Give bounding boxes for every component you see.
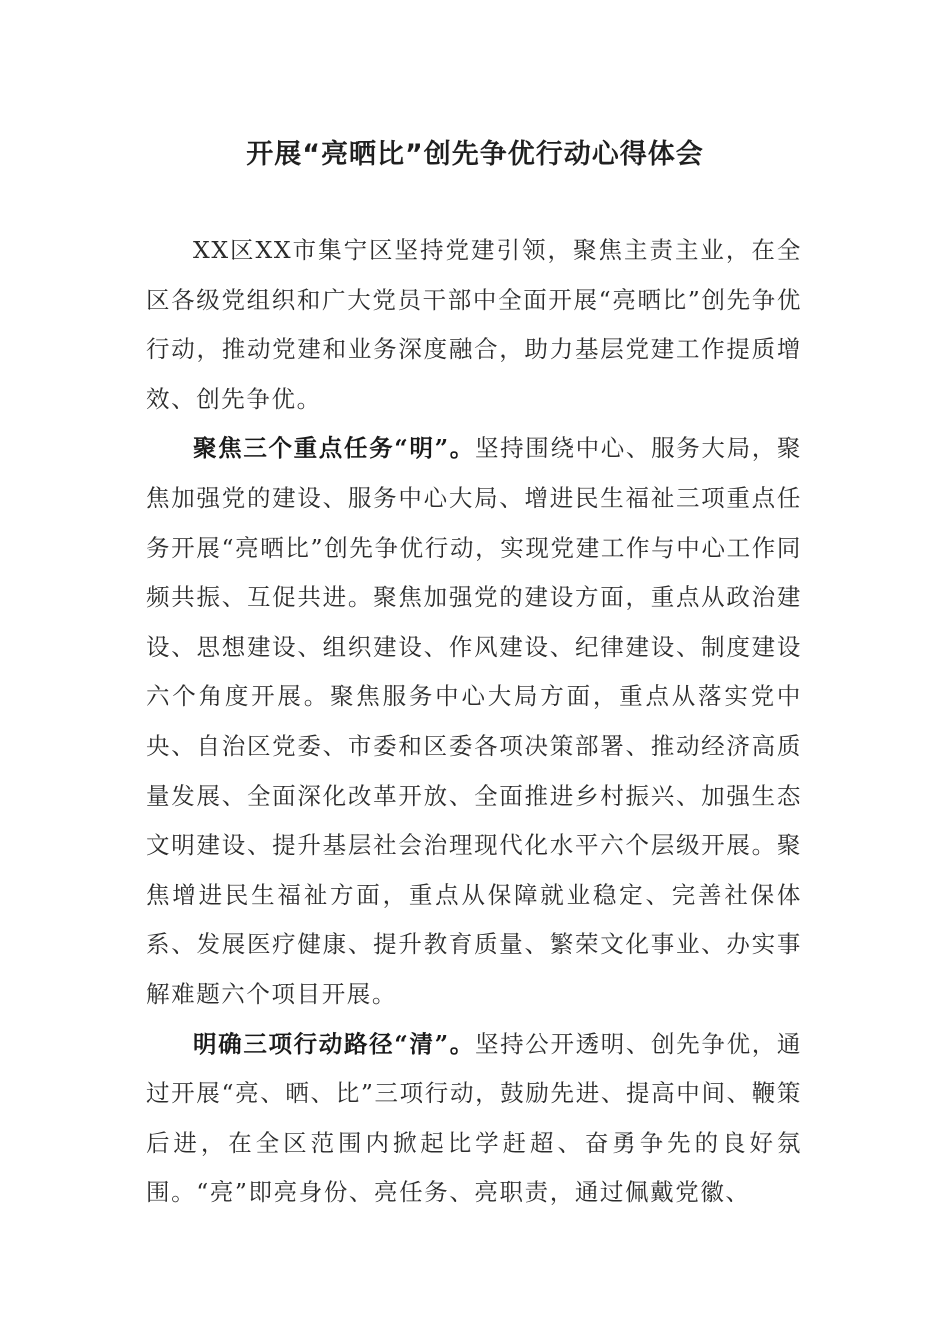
paragraph-intro (146, 226, 802, 424)
paragraph-focus-tasks-heading: 聚焦三个重点任务“明”。 (193, 434, 475, 463)
paragraph-focus-tasks (146, 424, 802, 1019)
document-title: 开展“亮晒比”创先争优行动心得体会 (246, 139, 704, 170)
paragraph-focus-tasks-text: 坚持围绕中心、服务大局，聚焦加强党的建设、服务中心大局、增进民生福祉三项重点任务开展“亮晒比”创先争优行动，实现党建工作与中心工作同频共振、互促共进。聚焦加强党的建设方面，重点从政治建设、思想建设、组织建设、作风建设、纪律建设、制度建设六个角度开展。聚焦服务中心大局方面，重点从落实党中央、自治区党委、市委和区委各项决策部署、推动经济高质量发展、全面深化改革开放、全面推进乡村振兴、加强生态文明建设、提升基层社会治理现代化水平六个层级开展。聚焦增进民生福祉方面，重点从保障就业稳定、完善社保体系、发展医疗健康、提升教育质量、繁荣文化事业、办实事解难题六个项目开展。 (146, 434, 802, 1008)
paragraph-action-paths-text: 坚持公开透明、创先争优，通过开展“亮、晒、比”三项行动，鼓励先进、提高中间、鞭策后进，在全区范围内掀起比学赶超、奋勇争先的良好氛围。“亮”即亮身份、亮任务、亮职责，通过佩戴党徽、 (146, 1029, 802, 1207)
paragraph-action-paths-heading: 明确三项行动路径“清”。 (193, 1029, 475, 1058)
paragraph-intro-text: XX区XX市集宁区坚持党建引领，聚焦主责主业，在全区各级党组织和广大党员干部中全面开展“亮晒比”创先争优行动，推动党建和业务深度融合，助力基层党建工作提质增效、创先争优。 (146, 236, 802, 413)
document-body (146, 226, 802, 1218)
paragraph-action-paths (146, 1020, 802, 1218)
